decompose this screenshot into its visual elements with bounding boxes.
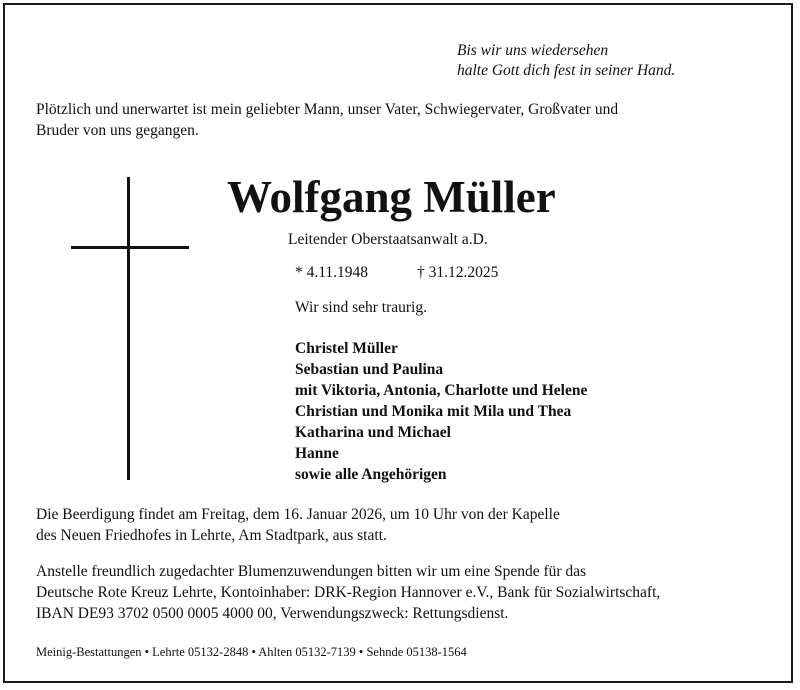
obituary-notice: [3, 3, 793, 683]
mourner-item: mit Viktoria, Antonia, Charlotte und Helene: [295, 382, 588, 399]
birth-date: * 4.11.1948: [295, 264, 369, 281]
mourners-list: [295, 338, 587, 485]
mourner-item: Christian und Monika mit Mila und Thea: [295, 403, 572, 420]
cross-vertical-bar: [127, 177, 130, 480]
life-dates: [295, 263, 499, 283]
motto: [457, 41, 675, 81]
intro-line-2: Bruder von uns gegangen.: [36, 122, 199, 139]
intro-line-1: Plötzlich und unerwartet ist mein geliebter Mann, unser Vater, Schwiegervater, Großvater und: [36, 101, 619, 118]
funeral-home-footer: Meinig-Bestattungen • Lehrte 05132-2848 • Ahlten 05132-7139 • Sehnde 05138-1564: [36, 645, 467, 659]
deceased-name: Wolfgang Müller: [227, 172, 556, 222]
donation-line-3: IBAN DE93 3702 0500 0005 4000 00, Verwendungszweck: Rettungsdienst.: [36, 605, 509, 622]
mourner-item: Sebastian und Paulina: [295, 361, 444, 378]
donation-info: [36, 561, 781, 624]
funeral-info: [36, 504, 776, 546]
motto-line-1: Bis wir uns wiedersehen: [457, 42, 609, 59]
donation-line-2: Deutsche Rote Kreuz Lehrte, Kontoinhaber: DRK-Region Hannover e.V., Bank für Sozialwirtschaft,: [36, 584, 661, 601]
sad-note: Wir sind sehr traurig.: [295, 299, 427, 316]
mourner-item: Katharina und Michael: [295, 424, 451, 441]
death-date: † 31.12.2025: [417, 264, 499, 281]
cross-icon: [71, 177, 189, 480]
cross-horizontal-bar: [71, 246, 189, 249]
mourner-item: sowie alle Angehörigen: [295, 466, 447, 483]
donation-line-1: Anstelle freundlich zugedachter Blumenzuwendungen bitten wir um eine Spende für das: [36, 563, 587, 580]
funeral-line-1: Die Beerdigung findet am Freitag, dem 16. Januar 2026, um 10 Uhr von der Kapelle: [36, 506, 560, 523]
motto-line-2: halte Gott dich fest in seiner Hand.: [457, 62, 676, 79]
intro-text: [36, 99, 776, 141]
mourner-item: Hanne: [295, 445, 339, 462]
deceased-occupation: Leitender Oberstaatsanwalt a.D.: [288, 231, 488, 248]
mourner-item: Christel Müller: [295, 340, 398, 357]
funeral-line-2: des Neuen Friedhofes in Lehrte, Am Stadtpark, aus statt.: [36, 527, 387, 544]
